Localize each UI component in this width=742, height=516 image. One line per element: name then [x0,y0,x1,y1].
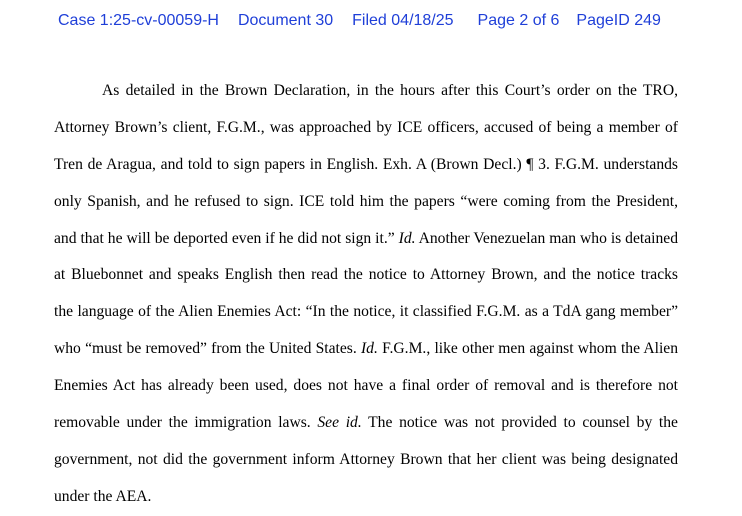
citation-id: Id. [398,229,416,247]
text-line: under the AEA. [54,487,152,505]
text-segment: and that he will be deported even if he did not sign it.” [54,229,395,247]
filed-date: Filed 04/18/25 [352,12,454,29]
text-segment: The notice was not provided to counsel by the [361,414,678,432]
text-segment: Another Venezuelan man who is detained [415,229,678,247]
body-paragraph [54,73,678,516]
text-line [54,405,678,442]
page-number: Page 2 of 6 [477,12,560,29]
page-id: PageID 249 [576,12,661,29]
text-line: only Spanish, and he refused to sign. ICE told him the papers “were coming from the President, [54,192,678,210]
text-segment: who “must be removed” from the United States. [54,340,357,358]
text-line: As detailed in the Brown Declaration, in the hours after this Court’s order on the TRO, [102,82,678,99]
text-line: Attorney Brown’s client, F.G.M., was approached by ICE officers, accused of being a member of [54,118,678,136]
text-line [54,221,678,258]
text-line [54,331,678,368]
text-line: Enemies Act has already been used, does not have a final order of removal and is therefore not [54,377,678,395]
text-line: Tren de Aragua, and told to sign papers in English. Exh. A (Brown Decl.) ¶ 3. F.G.M. understands [54,155,678,173]
document-number: Document 30 [237,12,334,29]
case-number: Case 1:25-cv-00059-H [58,12,219,29]
text-line: at Bluebonnet and speaks English then read the notice to Attorney Brown, and the notice tracks [54,266,678,284]
text-line: government, not did the government inform Attorney Brown that her client was being designated [54,450,678,468]
text-segment: removable under the immigration laws. [54,414,311,432]
citation-id: Id. [360,340,378,358]
ecf-header [58,11,661,31]
citation-see-id: See id. [317,414,362,432]
text-line: the language of the Alien Enemies Act: “In the notice, it classified F.G.M. as a TdA gang member” [54,303,678,321]
text-segment: F.G.M., like other men against whom the Alien [377,340,678,358]
